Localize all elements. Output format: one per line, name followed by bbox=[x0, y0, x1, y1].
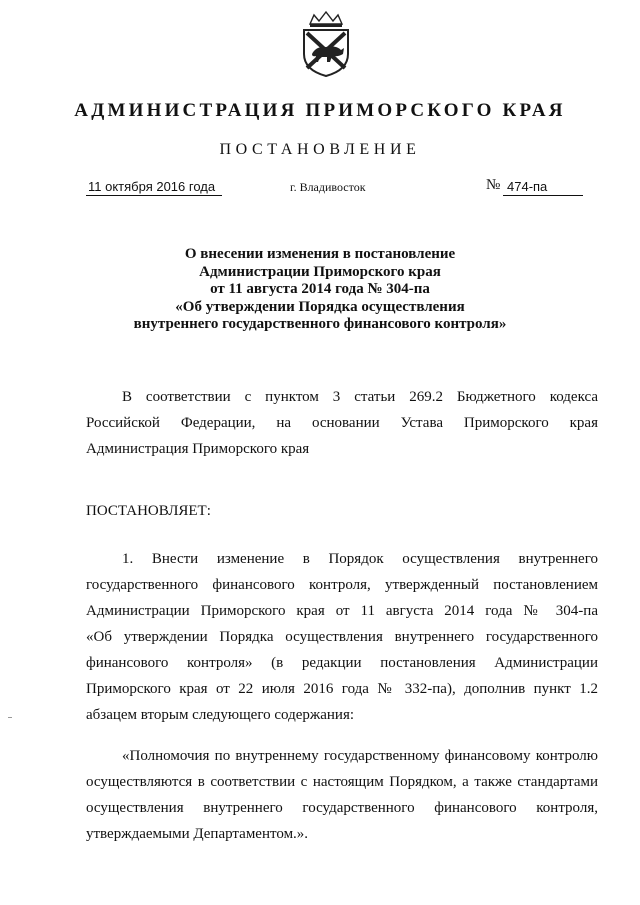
document-date: 11 октября 2016 года bbox=[86, 179, 222, 196]
subject-line: от 11 августа 2014 года № 304-па bbox=[210, 281, 430, 297]
document-city: г. Владивосток bbox=[290, 180, 366, 194]
preamble-paragraph bbox=[86, 384, 598, 462]
document-subject bbox=[100, 246, 540, 334]
scan-margin-mark bbox=[8, 717, 12, 718]
paragraph-line: государственного финансового контроля, утвержденный постановлением bbox=[86, 577, 598, 593]
resolves-heading bbox=[86, 498, 598, 524]
paragraph-line: Администрация Приморского края bbox=[86, 441, 310, 457]
paragraph-line: осуществления внутреннего государственного финансового контроля, bbox=[86, 800, 598, 816]
paragraph-line: абзацем вторым следующего содержания: bbox=[86, 707, 355, 723]
paragraph-line: осуществляются в соответствии с настоящим Порядком, а также стандартами bbox=[86, 774, 598, 790]
paragraph-line: утверждаемыми Департаментом.». bbox=[86, 826, 309, 842]
paragraph-line: 1. Внести изменение в Порядок осуществления внутреннего bbox=[122, 551, 598, 567]
primorsky-krai-coat-of-arms-icon bbox=[298, 10, 354, 78]
paragraph-line: финансового контроля» (в редакции постановления Администрации bbox=[86, 655, 598, 671]
item-1-paragraph bbox=[86, 546, 598, 728]
paragraph-line: В соответствии с пунктом 3 статьи 269.2 Бюджетного кодекса bbox=[122, 389, 598, 405]
subject-line: «Об утверждении Порядка осуществления bbox=[175, 298, 465, 315]
number-sign: № bbox=[486, 177, 501, 193]
paragraph-line: «Полномочия по внутреннему государственному финансовому контролю bbox=[122, 748, 598, 764]
paragraph-line: Российской Федерации, на основании Устава Приморского края bbox=[86, 415, 598, 431]
paragraph-line: «Об утверждении Порядка осуществления внутреннего государственного bbox=[86, 629, 598, 645]
document-type: ПОСТАНОВЛЕНИЕ bbox=[219, 141, 421, 158]
subject-line: О внесении изменения в постановление bbox=[184, 246, 456, 262]
subject-line: внутреннего государственного финансового контроля» bbox=[133, 316, 507, 332]
paragraph-line: Приморского края от 22 июля 2016 года № 332-па), дополнив пункт 1.2 bbox=[86, 681, 598, 697]
subject-line: Администрации Приморского края bbox=[199, 263, 441, 280]
document-number: 474-па bbox=[503, 179, 583, 196]
organization-title: АДМИНИСТРАЦИЯ ПРИМОРСКОГО КРАЯ bbox=[74, 100, 566, 121]
paragraph-line: Администрации Приморского края от 11 августа 2014 года № 304-па bbox=[86, 603, 598, 619]
resolves-text: ПОСТАНОВЛЯЕТ: bbox=[86, 503, 211, 519]
quoted-text-paragraph bbox=[86, 743, 598, 847]
